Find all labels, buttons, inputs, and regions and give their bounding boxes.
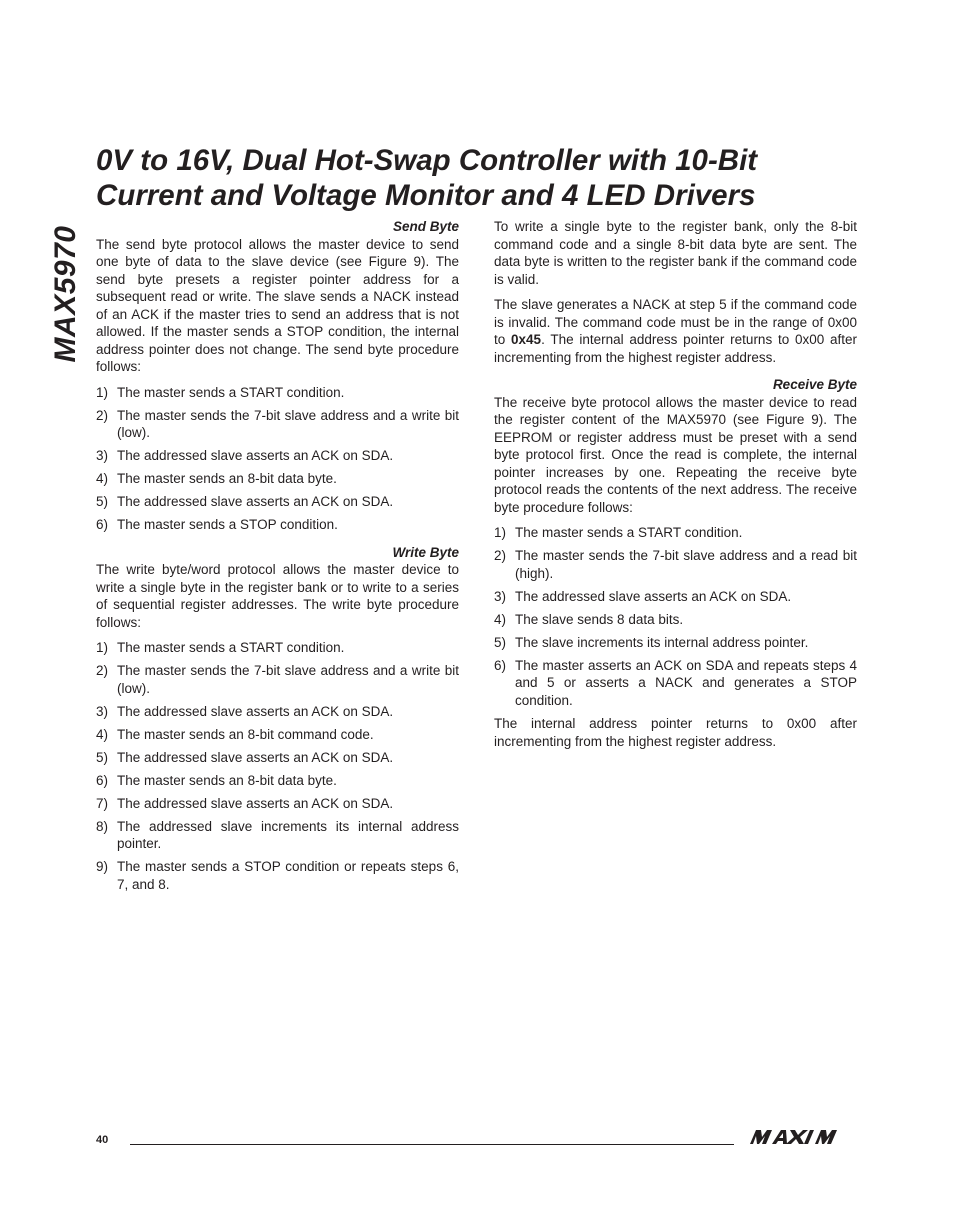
list-item: 2) The master sends the 7-bit slave address and a read bit (high). [494, 548, 857, 581]
list-item: 3) The addressed slave asserts an ACK on SDA. [494, 588, 792, 604]
title-line-2: Current and Voltage Monitor and 4 LED Drivers [96, 179, 756, 212]
list-item: 1) The master sends a START condition. [494, 525, 743, 540]
list-item: 2) The master sends the 7-bit slave address and a write bit (low). [96, 663, 459, 696]
list-item: 6) The master asserts an ACK on SDA and repeats steps 4 and 5 or asserts a NACK and generates a STOP condition. [494, 657, 857, 708]
side-part-number-text: MAX5970 [49, 225, 82, 363]
footer-rule [130, 1144, 734, 1145]
list-item: 3) The addressed slave asserts an ACK on SDA. [96, 703, 394, 719]
write-byte-para-2: The slave generates a NACK at step 5 if the command code is invalid. The command code must be in the range of 0x00 to 0x45. The internal address pointer returns to 0x00 after incrementing from the highest register address. [494, 297, 857, 365]
list-item: 5) The slave increments its internal address pointer. [494, 634, 809, 650]
list-item: 9) The master sends a STOP condition or repeats steps 6, 7, and 8. [96, 859, 459, 892]
receive-byte-outro: The internal address pointer returns to 0x00 after incrementing from the highest register address. [494, 716, 857, 749]
list-item: 6) The master sends a STOP condition. [96, 517, 338, 532]
send-byte-intro: The send byte protocol allows the master device to send one byte of data to the slave device (see Figure 9). The send byte presets a register pointer address for a subsequent read or write. The slave sends a NACK instead of an ACK if the master tries to send an address that is not allowed. If the master sends a STOP condition, the internal address pointer does not change. The send byte procedure follows: [96, 236, 459, 374]
list-item: 8) The addressed slave increments its internal address pointer. [96, 818, 459, 851]
page-number: 40 [96, 1134, 109, 1146]
list-item: 6) The master sends an 8-bit data byte. [96, 772, 337, 788]
send-byte-steps [96, 384, 459, 534]
receive-byte-steps [494, 524, 857, 709]
list-item: 7) The addressed slave asserts an ACK on SDA. [96, 795, 394, 811]
receive-byte-intro: The receive byte protocol allows the master device to read the register content of the MAX5970 (see Figure 9). The EEPROM or register address must be preset with a send byte protocol first. Once the read is complete, the internal pointer increases by one. Repeating the receive byte protocol reads the contents of the next address. The receive byte procedure follows: [494, 394, 857, 515]
right-column [494, 218, 857, 758]
list-item: 1) The master sends a START condition. [96, 384, 345, 400]
list-item: 4) The master sends an 8-bit command code. [96, 726, 374, 742]
list-item: 4) The slave sends 8 data bits. [494, 611, 684, 627]
maxim-logo [748, 1128, 858, 1146]
write-byte-para-1: To write a single byte to the register bank, only the 8-bit command code and a single 8-bit data byte are sent. The data byte is written to the register bank if the command code is valid. [494, 219, 857, 287]
list-item: 5) The addressed slave asserts an ACK on SDA. [96, 749, 394, 765]
list-item: 5) The addressed slave asserts an ACK on SDA. [96, 494, 394, 509]
left-column [96, 218, 459, 899]
send-byte-heading: Send Byte [392, 219, 459, 234]
page-footer [96, 1128, 858, 1152]
receive-byte-heading: Receive Byte [772, 377, 857, 392]
page-title [96, 143, 896, 213]
side-part-number [46, 219, 86, 369]
list-item: 1) The master sends a START condition. [96, 640, 345, 655]
list-item: 4) The master sends an 8-bit data byte. [96, 471, 337, 486]
write-byte-steps [96, 639, 459, 893]
command-code-limit: 0x45 [511, 332, 542, 347]
write-byte-heading: Write Byte [392, 544, 459, 560]
list-item: 3) The addressed slave asserts an ACK on SDA. [96, 448, 394, 463]
list-item: 2) The master sends the 7-bit slave address and a write bit (low). [96, 407, 459, 440]
title-line-1: 0V to 16V, Dual Hot-Swap Controller with 10-Bit [96, 144, 758, 177]
write-byte-intro: The write byte/word protocol allows the master device to write a single byte in the register bank or to write to a series of sequential register addresses. The write byte procedure follows: [96, 562, 459, 630]
